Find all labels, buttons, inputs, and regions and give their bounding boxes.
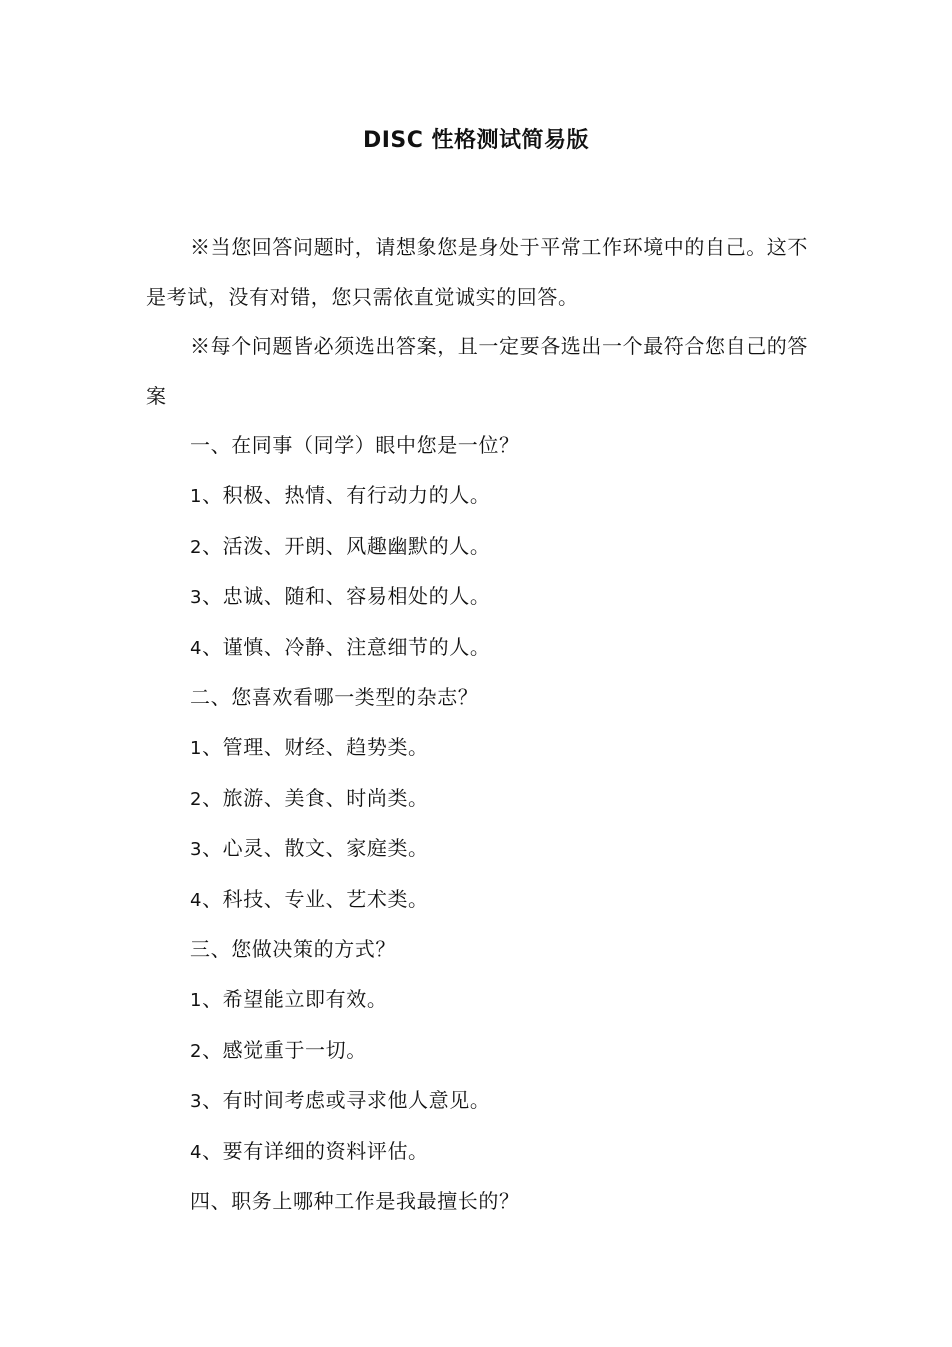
answer-option <box>146 1026 812 1077</box>
option-number: 3 <box>190 1091 203 1113</box>
question-heading: 二、您喜欢看哪一类型的杂志？ <box>190 685 479 710</box>
option-text: 、旅游、美食、时尚类。 <box>202 785 429 810</box>
answer-option <box>146 975 812 1026</box>
option-text: 、要有详细的资料评估。 <box>202 1138 429 1163</box>
option-text: 、有时间考虑或寻求他人意见。 <box>202 1088 491 1113</box>
document-body <box>146 223 812 1227</box>
option-number: 4 <box>190 637 203 659</box>
answer-option <box>146 723 812 774</box>
option-number: 2 <box>190 1040 203 1062</box>
option-text: 、谨慎、冷静、注意细节的人。 <box>202 634 491 659</box>
option-text: 、管理、财经、趋势类。 <box>202 734 429 759</box>
option-number: 1 <box>190 737 203 759</box>
option-number: 3 <box>190 839 203 861</box>
answer-option <box>146 1127 812 1178</box>
question-heading: 一、在同事（同学）眼中您是一位？ <box>190 433 520 458</box>
intro-paragraph-1: ※当您回答问题时，请想象您是身处于平常工作环境中的自己。这不是考试，没有对错，您只需依直觉诚实的回答。 <box>146 235 808 309</box>
question-heading: 三、您做决策的方式？ <box>190 937 396 962</box>
option-number: 2 <box>190 788 203 810</box>
answer-option <box>146 471 812 522</box>
intro-paragraph-2: ※每个问题皆必须选出答案，且一定要各选出一个最符合您自己的答案 <box>146 334 808 408</box>
option-number: 4 <box>190 1141 203 1163</box>
option-text: 、科技、专业、艺术类。 <box>202 886 429 911</box>
question-block <box>146 673 812 925</box>
answer-option <box>146 623 812 674</box>
option-text: 、活泼、开朗、风趣幽默的人。 <box>202 533 491 558</box>
question-block <box>146 1177 812 1227</box>
option-number: 2 <box>190 536 203 558</box>
answer-option <box>146 774 812 825</box>
question-heading: 四、职务上哪种工作是我最擅长的？ <box>190 1189 520 1214</box>
answer-option <box>146 1076 812 1127</box>
option-number: 1 <box>190 485 203 507</box>
answer-option <box>146 875 812 926</box>
answer-option <box>146 824 812 875</box>
answer-option <box>146 522 812 573</box>
option-number: 3 <box>190 587 203 609</box>
question-block <box>146 925 812 1177</box>
document-title: DISC 性格测试简易版 <box>362 128 590 153</box>
option-text: 、感觉重于一切。 <box>202 1037 367 1062</box>
option-text: 、积极、热情、有行动力的人。 <box>202 482 491 507</box>
option-number: 4 <box>190 889 203 911</box>
option-text: 、心灵、散文、家庭类。 <box>202 836 429 861</box>
option-text: 、希望能立即有效。 <box>202 986 388 1011</box>
option-number: 1 <box>190 989 203 1011</box>
question-block <box>146 421 812 673</box>
answer-option <box>146 572 812 623</box>
option-text: 、忠诚、随和、容易相处的人。 <box>202 584 491 609</box>
